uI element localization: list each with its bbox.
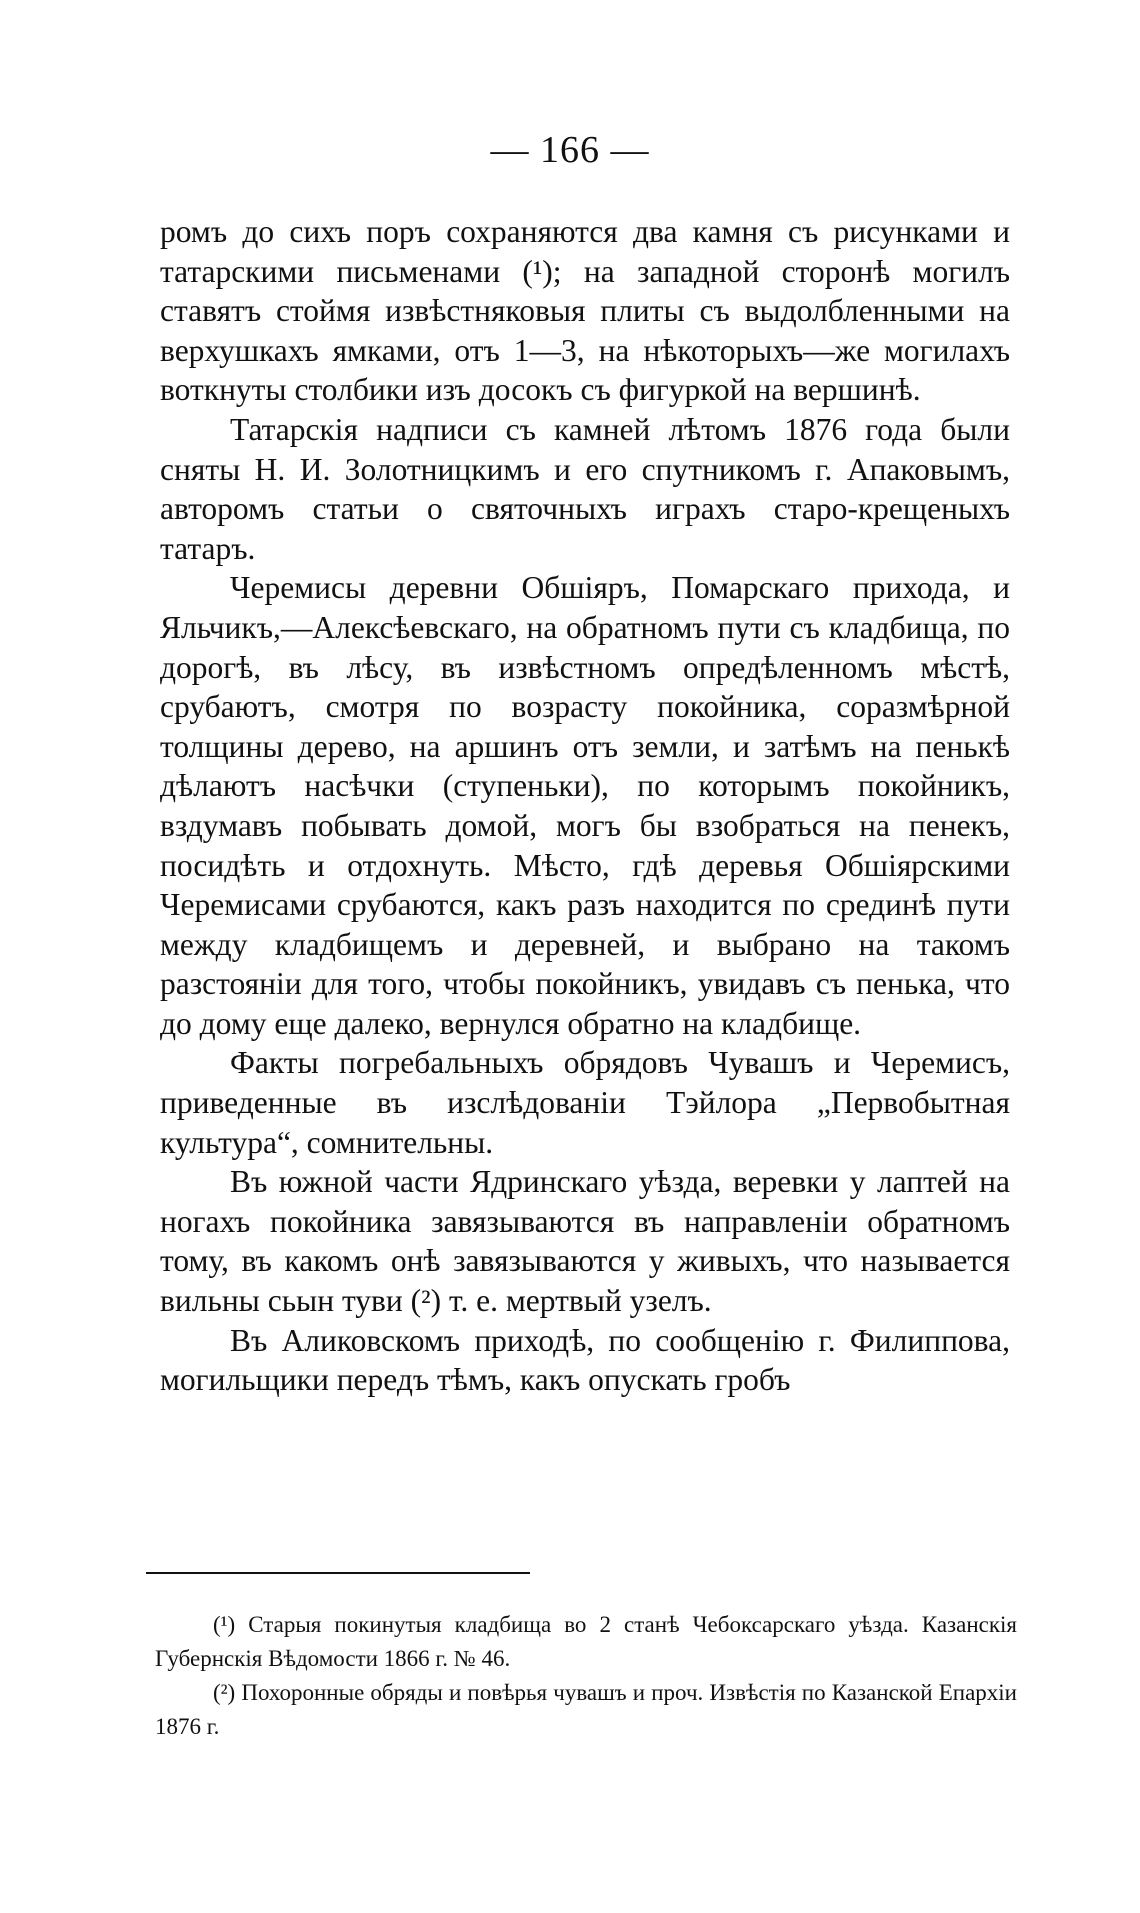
paragraph-yadrin-district: Въ южной части Ядринскаго уѣзда, веревки у лаптей на ногахъ покойника завязываются въ направленіи обратномъ тому, въ какомъ онѣ завязываются у живыхъ, что называется вильны сьын туви (²) т. е. мертвый узелъ.	[160, 1164, 1010, 1319]
paragraph-cheremis-custom: Черемисы деревни Обшіяръ, Помарскаго прихода, и Яльчикъ,—Алексѣевскаго, на обратномъ пути съ кладбища, по дорогѣ, въ лѣсу, въ извѣстномъ опредѣленномъ мѣстѣ, срубаютъ, смотря по возрасту покойника, соразмѣрной толщины дерево, на аршинъ отъ земли, и затѣмъ на пенькѣ дѣлаютъ насѣчки (ступеньки), по которымъ покойникъ, вздумавъ побывать домой, могъ бы взобраться на пенекъ, посидѣть и отдохнуть. Мѣсто, гдѣ деревья Обшіярскими Черемисами срубаются, какъ разъ находится по срединѣ пути между кладбищемъ и деревней, и выбрано на такомъ разстояніи для того, чтобы покойникъ, увидавъ съ пенька, что до дому еще далеко, вернулся обратно на кладбище.	[160, 570, 1010, 1041]
paragraph-alikovo-parish: Въ Аликовскомъ приходѣ, по сообщенію г. Филиппова, могильщики передъ тѣмъ, какъ опускать гробъ	[160, 1322, 1010, 1398]
footnote-1: (¹) Старыя покинутыя кладбища во 2 станѣ Чебоксарскаго уѣзда. Казанскія Губернскія Вѣдомости 1866 г. № 46.	[155, 1612, 1017, 1671]
body-text	[160, 212, 1010, 1400]
footnote-divider	[146, 1572, 530, 1574]
page-number: — 166 —	[490, 129, 650, 171]
footnotes	[155, 1608, 1017, 1744]
paragraph-taylor-facts: Факты погребальныхъ обрядовъ Чувашъ и Черемисъ, приведенные въ изслѣдованіи Тэйлора „Первобытная культура“, сомнительны.	[160, 1045, 1010, 1160]
footnote-2: (²) Похоронные обряды и повѣрья чувашъ и проч. Извѣстія по Казанской Епархіи 1876 г.	[155, 1680, 1017, 1739]
paragraph-tatar-inscriptions: Татарскія надписи съ камней лѣтомъ 1876 года были сняты Н. И. Золотницкимъ и его спутникомъ г. Апаковымъ, авторомъ статьи о святочныхъ играхъ старо-крещеныхъ татаръ.	[160, 411, 1010, 566]
paragraph-continued: ромъ до сихъ поръ сохраняются два камня съ рисунками и татарскими письменами (¹); на западной сторонѣ могилъ ставятъ стоймя извѣстняковыя плиты съ выдолбленными на верхушкахъ ямками, отъ 1—3, на нѣкоторыхъ—же могилахъ воткнуты столбики изъ досокъ съ фигуркой на вершинѣ.	[160, 214, 1010, 408]
